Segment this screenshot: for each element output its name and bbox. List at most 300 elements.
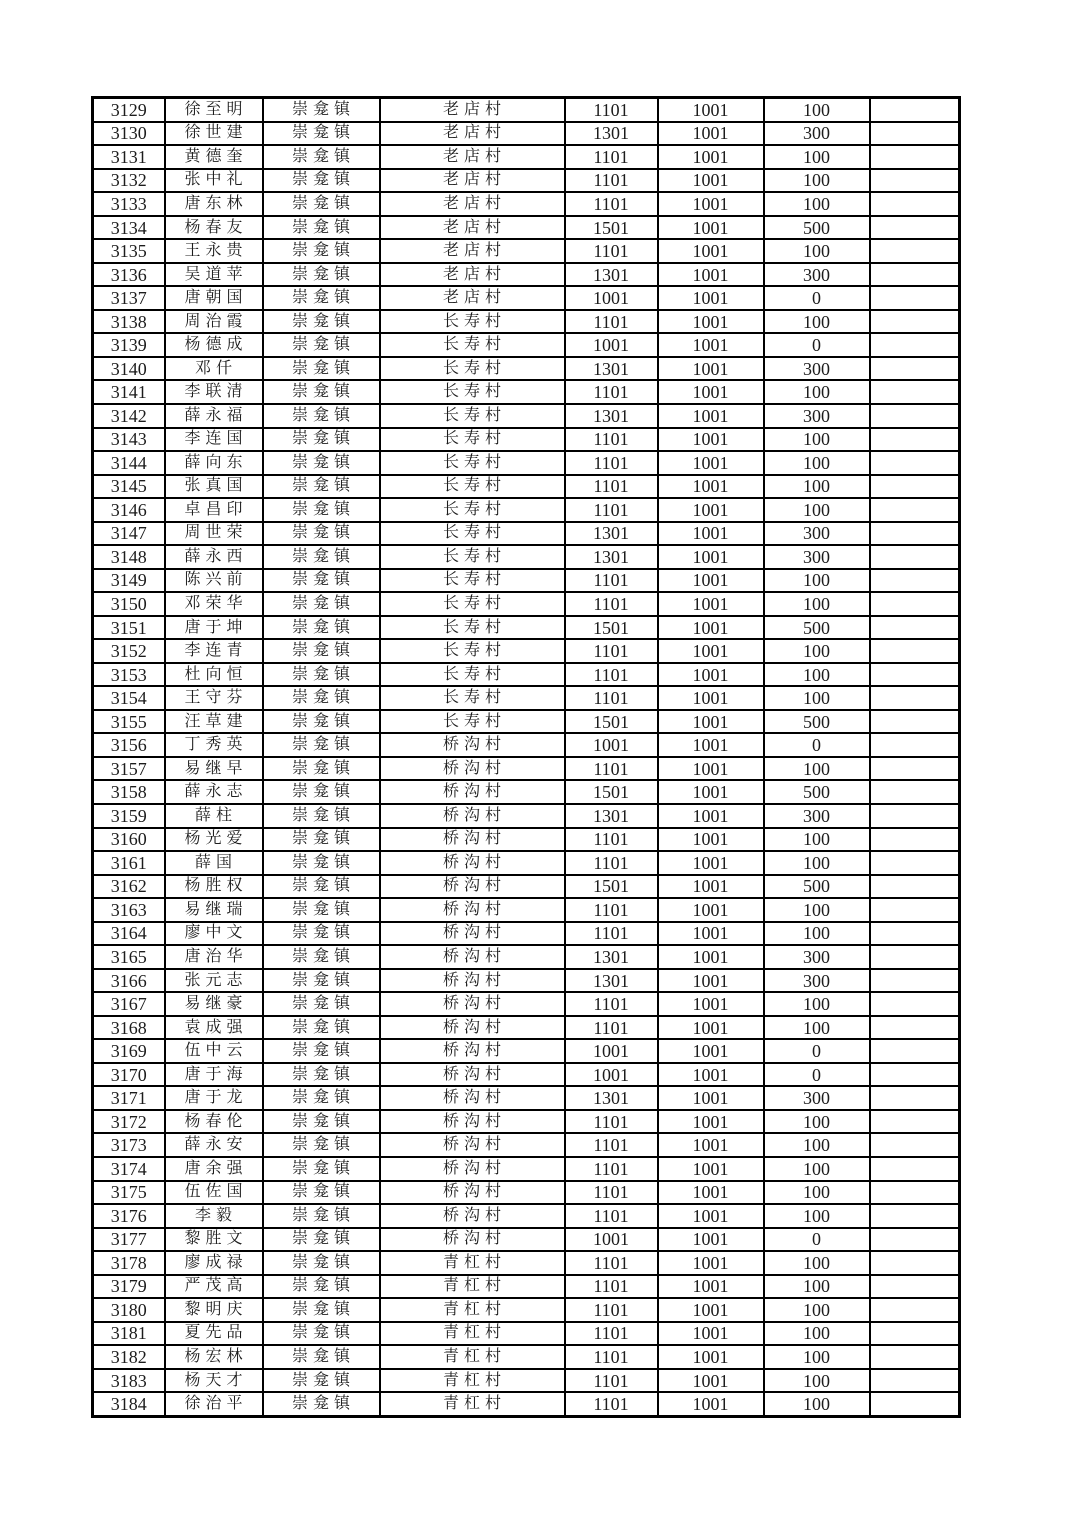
col-code-a: 1101 [565, 145, 658, 169]
col-amount: 300 [764, 945, 870, 969]
col-village: 长寿村 [380, 663, 565, 687]
col-village: 老店村 [380, 145, 565, 169]
col-town: 崇龛镇 [263, 851, 380, 875]
col-village: 长寿村 [380, 545, 565, 569]
col-village: 老店村 [380, 286, 565, 310]
col-town: 崇龛镇 [263, 310, 380, 334]
col-empty [870, 357, 960, 381]
col-serial-number: 3130 [93, 122, 165, 146]
col-village: 桥沟村 [380, 1181, 565, 1205]
col-code-a: 1301 [565, 357, 658, 381]
table-row [93, 922, 960, 946]
col-code-b: 1001 [658, 1157, 764, 1181]
col-empty [870, 428, 960, 452]
col-empty [870, 1345, 960, 1369]
col-person-name: 杨宏林 [165, 1345, 263, 1369]
col-town: 崇龛镇 [263, 1110, 380, 1134]
table-row [93, 639, 960, 663]
col-person-name: 李联清 [165, 380, 263, 404]
col-amount: 500 [764, 710, 870, 734]
table-row [93, 192, 960, 216]
col-code-a: 1101 [565, 1322, 658, 1346]
col-person-name: 唐于坤 [165, 616, 263, 640]
col-code-a: 1101 [565, 1204, 658, 1228]
col-town: 崇龛镇 [263, 404, 380, 428]
col-person-name: 李毅 [165, 1204, 263, 1228]
col-town: 崇龛镇 [263, 804, 380, 828]
col-serial-number: 3132 [93, 169, 165, 193]
col-serial-number: 3182 [93, 1345, 165, 1369]
col-code-a: 1101 [565, 428, 658, 452]
col-amount: 500 [764, 616, 870, 640]
col-serial-number: 3142 [93, 404, 165, 428]
col-amount: 100 [764, 192, 870, 216]
col-code-b: 1001 [658, 616, 764, 640]
col-empty [870, 851, 960, 875]
col-village: 老店村 [380, 239, 565, 263]
col-amount: 100 [764, 1345, 870, 1369]
col-town: 崇龛镇 [263, 1157, 380, 1181]
col-code-b: 1001 [658, 733, 764, 757]
col-empty [870, 145, 960, 169]
col-amount: 100 [764, 475, 870, 499]
col-empty [870, 216, 960, 240]
col-serial-number: 3147 [93, 522, 165, 546]
col-serial-number: 3141 [93, 380, 165, 404]
col-empty [870, 780, 960, 804]
col-serial-number: 3184 [93, 1392, 165, 1416]
col-village: 老店村 [380, 192, 565, 216]
col-village: 长寿村 [380, 498, 565, 522]
col-village: 青杠村 [380, 1275, 565, 1299]
col-person-name: 薛柱 [165, 804, 263, 828]
col-empty [870, 310, 960, 334]
col-serial-number: 3168 [93, 1016, 165, 1040]
col-code-b: 1001 [658, 569, 764, 593]
col-amount: 100 [764, 1392, 870, 1416]
col-code-a: 1101 [565, 1369, 658, 1393]
col-serial-number: 3175 [93, 1181, 165, 1205]
col-code-b: 1001 [658, 216, 764, 240]
col-amount: 500 [764, 875, 870, 899]
col-code-b: 1001 [658, 992, 764, 1016]
col-code-a: 1501 [565, 780, 658, 804]
col-person-name: 周治霞 [165, 310, 263, 334]
col-code-a: 1101 [565, 475, 658, 499]
col-empty [870, 1181, 960, 1205]
col-village: 老店村 [380, 98, 565, 122]
col-village: 老店村 [380, 122, 565, 146]
col-person-name: 薛永西 [165, 545, 263, 569]
col-amount: 500 [764, 780, 870, 804]
col-empty [870, 522, 960, 546]
col-serial-number: 3148 [93, 545, 165, 569]
table-row [93, 1275, 960, 1299]
col-code-b: 1001 [658, 686, 764, 710]
col-village: 老店村 [380, 263, 565, 287]
table-row [93, 1204, 960, 1228]
col-empty [870, 1039, 960, 1063]
col-code-b: 1001 [658, 592, 764, 616]
col-village: 长寿村 [380, 592, 565, 616]
table-row [93, 710, 960, 734]
col-town: 崇龛镇 [263, 945, 380, 969]
col-code-b: 1001 [658, 357, 764, 381]
table-row [93, 592, 960, 616]
col-amount: 100 [764, 851, 870, 875]
col-empty [870, 404, 960, 428]
table-row [93, 1157, 960, 1181]
col-code-b: 1001 [658, 286, 764, 310]
col-amount: 100 [764, 663, 870, 687]
col-amount: 0 [764, 286, 870, 310]
table-row [93, 1110, 960, 1134]
roster-table [91, 96, 961, 1418]
col-empty [870, 804, 960, 828]
col-code-b: 1001 [658, 428, 764, 452]
col-empty [870, 1392, 960, 1416]
col-empty [870, 686, 960, 710]
col-code-b: 1001 [658, 1322, 764, 1346]
col-code-a: 1101 [565, 569, 658, 593]
col-empty [870, 1063, 960, 1087]
col-amount: 300 [764, 1086, 870, 1110]
col-amount: 100 [764, 1110, 870, 1134]
col-serial-number: 3177 [93, 1228, 165, 1252]
col-code-a: 1101 [565, 686, 658, 710]
col-amount: 100 [764, 898, 870, 922]
col-village: 桥沟村 [380, 922, 565, 946]
col-amount: 300 [764, 545, 870, 569]
table-row [93, 428, 960, 452]
col-code-b: 1001 [658, 1063, 764, 1087]
col-empty [870, 710, 960, 734]
col-code-a: 1301 [565, 263, 658, 287]
col-amount: 100 [764, 1016, 870, 1040]
col-code-a: 1001 [565, 1039, 658, 1063]
col-village: 青杠村 [380, 1369, 565, 1393]
col-village: 桥沟村 [380, 828, 565, 852]
col-empty [870, 569, 960, 593]
col-serial-number: 3157 [93, 757, 165, 781]
col-serial-number: 3159 [93, 804, 165, 828]
col-amount: 300 [764, 522, 870, 546]
col-amount: 100 [764, 310, 870, 334]
col-town: 崇龛镇 [263, 380, 380, 404]
col-code-a: 1101 [565, 1251, 658, 1275]
col-code-b: 1001 [658, 239, 764, 263]
col-town: 崇龛镇 [263, 969, 380, 993]
col-code-a: 1501 [565, 710, 658, 734]
col-amount: 100 [764, 639, 870, 663]
col-code-b: 1001 [658, 404, 764, 428]
table-row [93, 969, 960, 993]
col-serial-number: 3176 [93, 1204, 165, 1228]
col-code-b: 1001 [658, 122, 764, 146]
col-empty [870, 663, 960, 687]
col-amount: 100 [764, 592, 870, 616]
col-amount: 300 [764, 357, 870, 381]
col-person-name: 邓仟 [165, 357, 263, 381]
col-amount: 100 [764, 757, 870, 781]
col-town: 崇龛镇 [263, 1369, 380, 1393]
col-town: 崇龛镇 [263, 545, 380, 569]
col-village: 桥沟村 [380, 1157, 565, 1181]
table-row [93, 1039, 960, 1063]
col-person-name: 唐于龙 [165, 1086, 263, 1110]
col-code-b: 1001 [658, 522, 764, 546]
col-village: 长寿村 [380, 686, 565, 710]
col-empty [870, 122, 960, 146]
col-code-a: 1001 [565, 1063, 658, 1087]
col-person-name: 王永贵 [165, 239, 263, 263]
col-village: 桥沟村 [380, 1133, 565, 1157]
table-row [93, 333, 960, 357]
col-town: 崇龛镇 [263, 522, 380, 546]
col-village: 老店村 [380, 216, 565, 240]
col-code-b: 1001 [658, 804, 764, 828]
table-row [93, 945, 960, 969]
col-code-b: 1001 [658, 898, 764, 922]
col-serial-number: 3162 [93, 875, 165, 899]
col-code-a: 1501 [565, 616, 658, 640]
col-serial-number: 3165 [93, 945, 165, 969]
col-person-name: 廖成禄 [165, 1251, 263, 1275]
col-person-name: 薛永福 [165, 404, 263, 428]
col-person-name: 杨胜权 [165, 875, 263, 899]
col-empty [870, 828, 960, 852]
col-person-name: 张元志 [165, 969, 263, 993]
col-empty [870, 733, 960, 757]
col-village: 桥沟村 [380, 1086, 565, 1110]
col-code-b: 1001 [658, 263, 764, 287]
col-amount: 300 [764, 969, 870, 993]
col-serial-number: 3169 [93, 1039, 165, 1063]
col-amount: 100 [764, 1275, 870, 1299]
col-code-b: 1001 [658, 1392, 764, 1416]
col-amount: 100 [764, 498, 870, 522]
col-serial-number: 3181 [93, 1322, 165, 1346]
col-amount: 100 [764, 380, 870, 404]
col-code-a: 1001 [565, 333, 658, 357]
col-town: 崇龛镇 [263, 357, 380, 381]
col-serial-number: 3140 [93, 357, 165, 381]
col-empty [870, 263, 960, 287]
col-serial-number: 3134 [93, 216, 165, 240]
col-person-name: 唐朝国 [165, 286, 263, 310]
col-person-name: 杨光爱 [165, 828, 263, 852]
col-code-b: 1001 [658, 945, 764, 969]
col-code-b: 1001 [658, 757, 764, 781]
col-empty [870, 1228, 960, 1252]
col-code-a: 1101 [565, 239, 658, 263]
col-serial-number: 3172 [93, 1110, 165, 1134]
col-person-name: 周世荣 [165, 522, 263, 546]
col-amount: 100 [764, 98, 870, 122]
col-code-b: 1001 [658, 145, 764, 169]
col-empty [870, 1204, 960, 1228]
col-code-b: 1001 [658, 1181, 764, 1205]
table-row [93, 804, 960, 828]
col-code-b: 1001 [658, 922, 764, 946]
col-person-name: 黎明庆 [165, 1298, 263, 1322]
col-village: 青杠村 [380, 1322, 565, 1346]
col-amount: 100 [764, 686, 870, 710]
col-serial-number: 3174 [93, 1157, 165, 1181]
col-person-name: 夏先品 [165, 1322, 263, 1346]
col-serial-number: 3154 [93, 686, 165, 710]
col-village: 桥沟村 [380, 945, 565, 969]
col-village: 青杠村 [380, 1392, 565, 1416]
col-code-b: 1001 [658, 169, 764, 193]
col-town: 崇龛镇 [263, 263, 380, 287]
col-amount: 100 [764, 145, 870, 169]
table-row [93, 263, 960, 287]
col-empty [870, 98, 960, 122]
col-serial-number: 3155 [93, 710, 165, 734]
col-town: 崇龛镇 [263, 498, 380, 522]
col-town: 崇龛镇 [263, 1345, 380, 1369]
col-empty [870, 169, 960, 193]
col-code-a: 1001 [565, 733, 658, 757]
table-row [93, 875, 960, 899]
col-town: 崇龛镇 [263, 98, 380, 122]
table-row [93, 522, 960, 546]
table-row [93, 1251, 960, 1275]
col-code-a: 1101 [565, 192, 658, 216]
table-row [93, 1298, 960, 1322]
col-serial-number: 3160 [93, 828, 165, 852]
col-person-name: 黎胜文 [165, 1228, 263, 1252]
col-serial-number: 3137 [93, 286, 165, 310]
col-empty [870, 475, 960, 499]
col-code-a: 1101 [565, 1016, 658, 1040]
col-code-a: 1101 [565, 1181, 658, 1205]
col-person-name: 杨春友 [165, 216, 263, 240]
col-town: 崇龛镇 [263, 1133, 380, 1157]
table-row [93, 569, 960, 593]
col-person-name: 薛永志 [165, 780, 263, 804]
col-village: 长寿村 [380, 451, 565, 475]
col-person-name: 徐治平 [165, 1392, 263, 1416]
col-serial-number: 3161 [93, 851, 165, 875]
col-code-a: 1301 [565, 1086, 658, 1110]
col-person-name: 薛永安 [165, 1133, 263, 1157]
col-empty [870, 451, 960, 475]
col-person-name: 王守芬 [165, 686, 263, 710]
col-village: 桥沟村 [380, 757, 565, 781]
col-empty [870, 545, 960, 569]
col-empty [870, 1251, 960, 1275]
col-code-b: 1001 [658, 192, 764, 216]
col-village: 桥沟村 [380, 1063, 565, 1087]
col-village: 桥沟村 [380, 733, 565, 757]
col-village: 桥沟村 [380, 851, 565, 875]
table-row [93, 1369, 960, 1393]
table-row [93, 828, 960, 852]
col-town: 崇龛镇 [263, 145, 380, 169]
table-row [93, 1345, 960, 1369]
col-town: 崇龛镇 [263, 733, 380, 757]
table-row [93, 98, 960, 122]
table-row [93, 145, 960, 169]
col-empty [870, 333, 960, 357]
col-code-a: 1101 [565, 310, 658, 334]
col-code-b: 1001 [658, 639, 764, 663]
table-row [93, 851, 960, 875]
col-code-a: 1501 [565, 216, 658, 240]
col-amount: 100 [764, 451, 870, 475]
table-row [93, 286, 960, 310]
col-person-name: 唐东林 [165, 192, 263, 216]
col-village: 桥沟村 [380, 1039, 565, 1063]
col-person-name: 杨天才 [165, 1369, 263, 1393]
col-amount: 100 [764, 828, 870, 852]
col-serial-number: 3173 [93, 1133, 165, 1157]
col-code-b: 1001 [658, 1228, 764, 1252]
col-village: 桥沟村 [380, 1228, 565, 1252]
col-code-a: 1501 [565, 875, 658, 899]
col-empty [870, 1157, 960, 1181]
col-code-b: 1001 [658, 475, 764, 499]
col-person-name: 杜向恒 [165, 663, 263, 687]
table-row [93, 122, 960, 146]
col-town: 崇龛镇 [263, 1251, 380, 1275]
col-code-a: 1101 [565, 1133, 658, 1157]
col-village: 青杠村 [380, 1345, 565, 1369]
table-row [93, 780, 960, 804]
col-empty [870, 945, 960, 969]
col-empty [870, 286, 960, 310]
col-amount: 0 [764, 333, 870, 357]
col-village: 桥沟村 [380, 898, 565, 922]
col-village: 长寿村 [380, 616, 565, 640]
col-person-name: 唐治华 [165, 945, 263, 969]
col-code-b: 1001 [658, 1039, 764, 1063]
col-code-b: 1001 [658, 1298, 764, 1322]
col-village: 桥沟村 [380, 992, 565, 1016]
col-empty [870, 1016, 960, 1040]
col-serial-number: 3136 [93, 263, 165, 287]
col-village: 长寿村 [380, 357, 565, 381]
col-town: 崇龛镇 [263, 239, 380, 263]
col-town: 崇龛镇 [263, 475, 380, 499]
col-code-b: 1001 [658, 1016, 764, 1040]
col-serial-number: 3170 [93, 1063, 165, 1087]
col-amount: 0 [764, 1063, 870, 1087]
col-person-name: 薛国 [165, 851, 263, 875]
col-town: 崇龛镇 [263, 1275, 380, 1299]
col-village: 桥沟村 [380, 804, 565, 828]
col-amount: 100 [764, 992, 870, 1016]
col-code-b: 1001 [658, 969, 764, 993]
col-town: 崇龛镇 [263, 1016, 380, 1040]
col-code-a: 1101 [565, 380, 658, 404]
col-town: 崇龛镇 [263, 639, 380, 663]
col-village: 长寿村 [380, 522, 565, 546]
col-serial-number: 3139 [93, 333, 165, 357]
col-person-name: 丁秀英 [165, 733, 263, 757]
col-town: 崇龛镇 [263, 1322, 380, 1346]
col-person-name: 易继早 [165, 757, 263, 781]
col-empty [870, 239, 960, 263]
col-empty [870, 969, 960, 993]
col-village: 桥沟村 [380, 1016, 565, 1040]
col-empty [870, 757, 960, 781]
col-town: 崇龛镇 [263, 992, 380, 1016]
col-amount: 100 [764, 1181, 870, 1205]
col-code-a: 1101 [565, 498, 658, 522]
